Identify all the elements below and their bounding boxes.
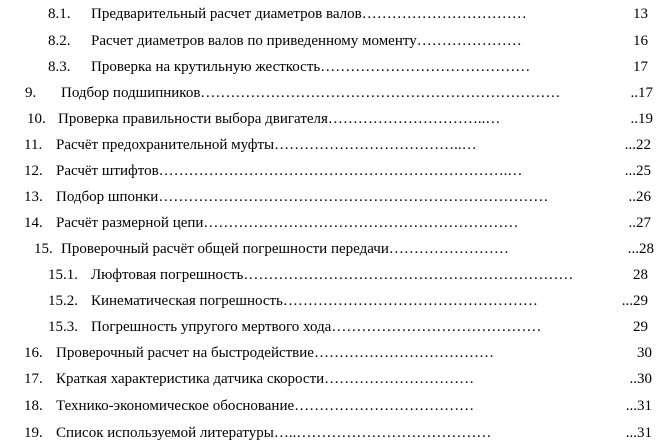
- toc-entry-18[interactable]: [24, 396, 652, 416]
- toc-entry-title: Кинематическая погрешность……………………………………………: [91, 293, 538, 309]
- toc-entry-number: 16.: [24, 345, 43, 361]
- toc-entry-page: 17: [633, 59, 648, 75]
- toc-entry-number: 8.3.: [48, 59, 71, 75]
- toc-entry-15-2[interactable]: [48, 291, 648, 311]
- toc-entry-number: 11.: [24, 137, 43, 153]
- toc-entry-title: Технико-экономическое обоснование………………………………: [56, 398, 475, 414]
- toc-entry-page: 30: [637, 345, 652, 361]
- toc-entry-number: 8.2.: [48, 33, 71, 49]
- toc-entry-title: Предварительный расчет диаметров валов……………………………: [91, 6, 527, 22]
- toc-entry-15[interactable]: [34, 239, 654, 259]
- toc-entry-number: 12.: [24, 163, 43, 179]
- toc-entry-page: 13: [633, 6, 648, 22]
- toc-entry-page: ..17: [630, 85, 653, 101]
- toc-entry-8-2[interactable]: [48, 31, 648, 51]
- toc-entry-title: Погрешность упругого мертвого хода……………………………………: [91, 319, 542, 335]
- toc-entry-page: ...25: [624, 163, 651, 179]
- toc-entry-page: ..30: [629, 371, 652, 387]
- toc-entry-title: Подбор шпонки……………………………………………………………………: [56, 189, 549, 205]
- toc-entry-title: Проверочный расчет на быстродействие………………………………: [56, 345, 494, 361]
- toc-entry-page: ..19: [630, 111, 653, 127]
- toc-entry-page: ...31: [625, 425, 652, 441]
- toc-entry-number: 18.: [24, 398, 43, 414]
- toc-entry-19[interactable]: [24, 423, 652, 443]
- toc-entry-title: Список используемой литературы…..…………………………………: [56, 425, 492, 441]
- toc-entry-title: Расчёт предохранительной муфты………………………………..…: [56, 137, 477, 153]
- toc-entry-page: ...29: [621, 293, 648, 309]
- toc-entry-17[interactable]: [24, 369, 652, 389]
- toc-entry-number: 13.: [24, 189, 43, 205]
- toc-entry-number: 8.1.: [48, 6, 71, 22]
- toc-entry-9[interactable]: [25, 83, 653, 103]
- toc-entry-14[interactable]: [24, 213, 651, 233]
- toc-entry-title: Краткая характеристика датчика скорости…………………………: [56, 371, 475, 387]
- toc-entry-page: ...31: [625, 398, 652, 414]
- toc-entry-number: 15.: [34, 241, 53, 257]
- toc-entry-13[interactable]: [24, 187, 651, 207]
- toc-entry-title: Люфтовая погрешность…………………………………………………………: [91, 267, 574, 283]
- toc-entry-title: Проверка на крутильную жесткость……………………………………: [91, 59, 531, 75]
- toc-entry-page: ..27: [628, 215, 651, 231]
- toc-entry-title: Проверка правильности выбора двигателя…………………………..…: [58, 111, 501, 127]
- toc-entry-title: Расчёт штифтов…………………………………………………………….…: [56, 163, 523, 179]
- toc-entry-12[interactable]: [24, 161, 651, 181]
- toc-entry-15-1[interactable]: [48, 265, 648, 285]
- toc-entry-10[interactable]: [27, 109, 653, 129]
- toc-entry-page: 28: [633, 267, 648, 283]
- toc-entry-title: Расчет диаметров валов по приведенному моменту…………………: [91, 33, 522, 49]
- toc-entry-number: 15.3.: [48, 319, 78, 335]
- toc-entry-8-3[interactable]: [48, 57, 648, 77]
- toc-entry-number: 10.: [27, 111, 46, 127]
- toc-entry-number: 17.: [24, 371, 43, 387]
- toc-entry-page: ...22: [624, 137, 651, 153]
- toc-entry-title: Расчёт размерной цепи………………………………………………………: [56, 215, 519, 231]
- toc-entry-8-1[interactable]: [48, 4, 648, 24]
- toc-entry-title: Проверочный расчёт общей погрешности передачи……………………: [61, 241, 509, 257]
- toc-entry-page: ..26: [628, 189, 651, 205]
- toc-entry-page: 29: [633, 319, 648, 335]
- toc-entry-number: 9.: [25, 85, 37, 101]
- toc-entry-15-3[interactable]: [48, 317, 648, 337]
- toc-entry-number: 15.2.: [48, 293, 78, 309]
- toc-entry-16[interactable]: [24, 343, 652, 363]
- toc-entry-number: 15.1.: [48, 267, 78, 283]
- toc-entry-number: 19.: [24, 425, 43, 441]
- toc-entry-number: 14.: [24, 215, 43, 231]
- toc-entry-11[interactable]: [24, 135, 651, 155]
- toc-entry-page: 16: [633, 33, 648, 49]
- toc-entry-title: Подбор подшипников………………………………………………………………: [61, 85, 561, 101]
- toc-entry-page: ...28: [627, 241, 654, 257]
